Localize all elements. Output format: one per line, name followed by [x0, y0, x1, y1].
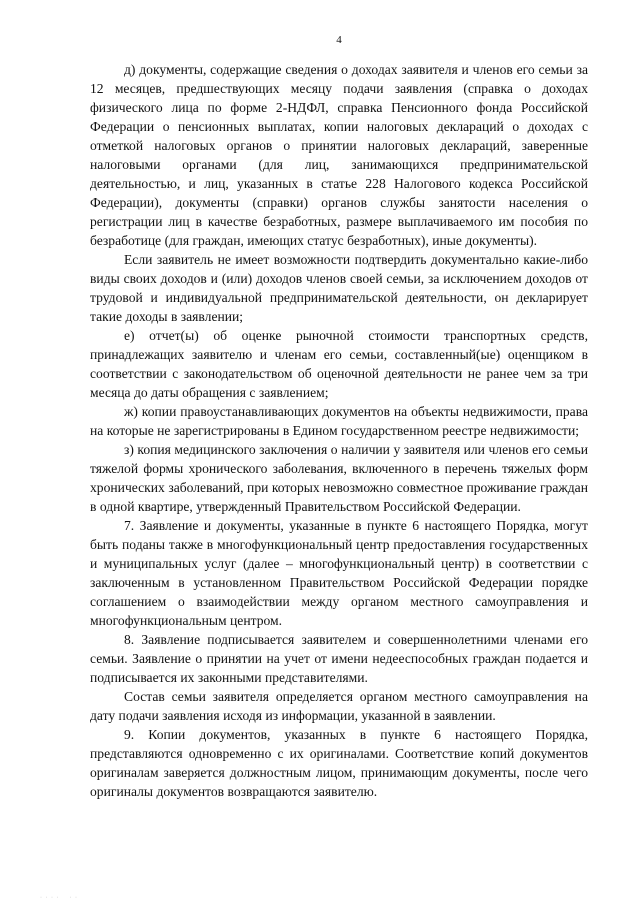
- paragraph-family-composition: Состав семьи заявителя определяется органом местного самоуправления на дату подачи заявления исходя из информации, указанной в заявлении.: [90, 689, 588, 723]
- paragraph-medical-conclusion: з) копия медицинского заключения о наличии у заявителя или членов его семьи тяжелой формы хронического заболевания, включенного в перечень тяжелых форм хронических заболеваний, при которых невозможно совместное проживание граждан в одной квартире, утвержденный Правительством Российской Федерации.: [90, 442, 588, 514]
- paragraph-income-declaration: Если заявитель не имеет возможности подтвердить документально какие-либо виды своих доходов и (или) доходов членов своей семьи, за исключением доходов от трудовой и индивидуальной предпринимательской деятельности, он декларирует такие доходы в заявлении;: [90, 252, 588, 324]
- paragraph-clause-9: 9. Копии документов, указанных в пункте 6 настоящего Порядка, представляются одновременно с их оригиналами. Соответствие копий документов оригиналам заверяется должностным лицом, принимающим документы, после чего оригиналы документов возвращаются заявителю.: [90, 727, 588, 799]
- paragraph-income-documents: д) документы, содержащие сведения о доходах заявителя и членов его семьи за 12 месяцев, предшествующих месяцу подачи заявления (справка о доходах физического лица по форме 2-НДФЛ, справка Пенсионного фонда Российской Федерации о пенсионных выплатах, копии налоговых деклараций о доходах с отметкой налоговых органов о принятии налоговых деклараций, заверенные налоговыми органами (для лиц, занимающихся предпринимательской деятельностью, и лиц, указанных в статье 228 Налогового кодекса Российской Федерации), документы (справки) органов службы занятости населения о регистрации лиц в качестве безработных, размере выплачиваемого им пособия по безработице (для граждан, имеющих статус безработных), иные документы).: [90, 62, 588, 248]
- page-number: 4: [336, 34, 342, 46]
- paragraph-real-estate-documents: ж) копии правоустанавливающих документов на объекты недвижимости, права на которые не зарегистрированы в Едином государственном реестре недвижимости;: [90, 404, 588, 438]
- paragraph-clause-7: 7. Заявление и документы, указанные в пункте 6 настоящего Порядка, могут быть поданы также в многофункциональный центр предоставления государственных и муниципальных услуг (далее – многофункциональный центр) в соответствии с заключенным в установленном Правительством Российской Федерации порядке соглашением о взаимодействии между органом местного самоуправления и многофункциональным центром.: [90, 518, 588, 628]
- document-body: [90, 60, 588, 801]
- page-footer-mark: · · · · · ·: [40, 895, 78, 901]
- paragraph-vehicle-valuation: е) отчет(ы) об оценке рыночной стоимости транспортных средств, принадлежащих заявителю и членам его семьи, составленный(ые) оценщиком в соответствии с законодательством об оценочной деятельности не ранее чем за три месяца до даты обращения с заявлением;: [90, 328, 588, 400]
- paragraph-clause-8: 8. Заявление подписывается заявителем и совершеннолетними членами его семьи. Заявление о принятии на учет от имени недееспособных граждан подается и подписывается их законными представителями.: [90, 632, 588, 685]
